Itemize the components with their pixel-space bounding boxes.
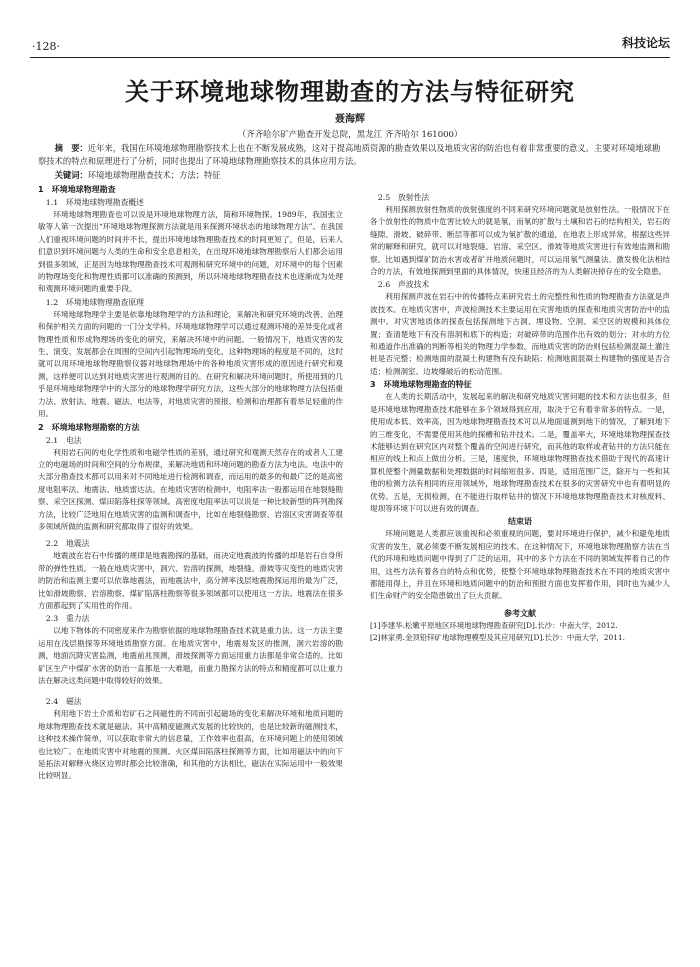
paragraph: 利用探测放射性物质的放射强度的不同来研究环境问题就是放射性法。一般情况下在各个放射性的物质中危害比较大的就是氡，而氡的扩散与土壤和岩石的结构相关，岩石的缝隙、滑坡、破碎带、断层等都可以成为氡扩散的通道，在地表上形成异常，根据这些异常的解释和研究，就可以对地裂缝、岩溶、采空区、滑坡等地质灾害进行有效地监测和勘察。比如遇到煤矿防治水害或者矿井地质问题时，可以运用氡气测量法、激发极化法相结合的方法，有效地探测到里面的具体情况，快速且经济的为人类解决掉存在的安全隐患。 [370,205,670,277]
paragraph: 环境地球物理学主要是依靠地球物理学的方法和理论，来解决和研究环境的改善、治理和保护相关方面的问题的一门分支学科。环境地球物理学可以通过观测环境的差异变化或者物理性质和形成物理场的变化的研究，来解决环境中的问题。一般情况下，地质灾害的发生、演变、发展都会在周围的空间内引起物理场的变化，这种物理场的程度是不同的，这时就可以用环境地球物理勘察仪器对地球物理场中的各种地质灾害形成的原因进行研究和观测，这样便可以达到对地质灾害进行观测的目的。在研究和解决环境问题时，所使用到的几乎是环境地球物理学中的大部分的地球物理学研究方法，这些大部分的地球物理方法包括重力法、放射法、地震、磁法、电法等，对地质灾害的预报、检测和治理都有着举足轻重的作用。 [38,309,343,419]
author-affiliation: （齐齐哈尔矿产勘查开发总院，黑龙江 齐齐哈尔 161000） [237,130,463,140]
abstract [38,142,668,168]
subsection-heading: 1.2 环境地球物理勘查原理 [45,297,144,307]
page-number: ·128· [32,40,60,53]
subsection-heading: 1.1 环境地球物理勘查概述 [45,198,144,207]
section-heading: 3 环境地球物理勘查的特征 [370,380,472,390]
paragraph: 以地下物体的不同密度来作为勘察依据的地球物理勘查技术就是重力法。这一方法主要运用在浅层勘探等环境地质勘察方面。在地质灾害中，地震易发区的推测，洞穴岩溶的勘测，地面沉降灾害监测，地震前兆预测，滑坡探测等方面运用重力法都是非常合适的。比如矿区生产中煤矿水害的防治一直都是一大难题，而重力勘探方法的特点和精度都可以让重力法在解决这类问题中取得较好的效果。 [38,626,343,685]
abstract-text: 近年来，我国在环境地球物理勘察技术上也在不断发展成熟，这对于提高地质资源的勘查效果以及地质灾害的防治也有着非常重要的意义。主要对环境地球勘察技术的特点和原理进行了分析，同时也提出了环境地球物理勘察技术的具体应用方法。 [38,143,661,166]
conclusion-heading: 结束语 [508,517,532,527]
reference-item: [2]林家勇.金顶铅锌矿地球物理模型及其应用研究[D].长沙：中南大学，2011. [370,632,625,642]
header-rule [30,57,670,58]
subsection-heading: 2.2 地震法 [45,539,90,549]
journal-name: 科技论坛 [621,36,670,50]
right-column [370,183,670,644]
author-name: 聂海辉 [335,114,365,125]
paragraph: 利用岩石间的电化学性质和电磁学性质的差别，通过研究和观测天然存在的或者人工建立的电磁场的时间和空间的分布规律，来解决地质和环境问题的勘查方法为电法。电法中的大部分勘查技术都可以用来对不同地址进行检测和调查，而运用的最多的和最广泛的是高密度电阻率法、地震法、地质雷达法。在地质灾害的检测中，电阻率法一般都运用在地裂缝勘察、采空区探测、煤田陷落柱探等领域。高密度电阻率法可以说是一种比较新型的阵列勘探方法，比较广泛地用在地质灾害的监测和调查中，比如在地裂缝勘察、岩溶区灾害调查等很多领域所做的监测和研究都取得了很好的效果。 [38,447,343,531]
abstract-label: 摘 要： [54,143,88,153]
paragraph: 地震波在岩石中传播的规律是地震勘探的基础，而决定地震波的传播的却是岩石自身所带的弹性性质。一般在地质灾害中，洞穴、岩溶的探测，地裂缝、滑坡等灾变性的地质灾害的防治和监测主要可以依靠地震法，而地震法中，高分辨率浅层地震勘探运用的最为广泛，比如滑坡勘察、岩溶勘察、煤矿陷落柱勘察等很多领域都可以使用这一方法。地震法在很多方面都起到了实用性的作用。 [38,551,343,610]
reference-list [370,620,670,644]
references-heading: 参考文献 [504,608,536,618]
subsection-heading: 2.4 磁法 [45,697,82,707]
keywords-label: 关键词： [54,170,88,180]
section-heading: 2 环境地球物理勘察的方法 [38,422,140,432]
keywords [38,169,668,182]
left-column [38,183,343,783]
reference-item: [1]李建华.松嫩平原地区环境地球物理勘查研究[D].长沙：中南大学，2012. [370,620,618,630]
keywords-text: 环境地球物理勘查技术；方法；特征 [87,170,221,180]
subsection-heading: 2.5 放射性法 [377,193,430,202]
paragraph: 环境地球物理勘查也可以说是环境地球物理方法，简称环境物探。1989年，我国张立敏等人第一次提出“环境地球物理探测方法就是用来探测环境状态的地球物理方法”。在我国人们重视环境问题的时间并不长，提出环境地球物理勘查技术的时间更短了，但是，后来人们意识到环境问题与人类的生命和安全息息相关，在出现环境地球物理勘察后人们都会运用到很多领域，正是因为地球物理勘查技术可观测和研究环境中的问题，对环境中的每个因素的物理场变化和物理性质都可以准确的预测到，所以环境地球物理勘查技术也逐渐成为处理和观测环境问题的重要手段。 [38,210,343,294]
paper-title: 关于环境地球物理勘查的方法与特征研究 [125,78,575,106]
paragraph: 利用地下岩土介质和岩矿石之间磁性的不同而引起磁场的变化来解决环境和地质问题的地球物理勘查技术就是磁法。其中高精度磁测式发展的比较快的，也是比较新的磁测技术，这种技术操作简单，可以获取非常大的信息量，工作效率也很高，在环境问题上的使用领域也比较广。在地质灾害中对地震的预测、火区煤田陷落柱探测等方面，比如用磁法中的向下延拓法对解释火烧区边界时都会比较准确，和其他的方法相比，磁法在实际运用中一般效果比较明显。 [38,709,343,781]
section-heading: 1 环境地球物理勘查 [38,185,116,194]
subsection-heading: 2.1 电法 [45,435,82,445]
paragraph: 在人类的长期活动中，发展起来的解决和研究地质灾害问题的技术和方法也很多，但是环境地球物理勘查技术能够在多个领域得到应用，取决于它有着非常多的特点。一是，使用成本低、效率高，因为地球物理勘查技术可以从地面遥测到地下的情况，了解到地下的三维变化，不需要使用其他的探槽和钻井技术。二是，覆盖率大，环境地球物理探查技术能够达到在研究区内对整个覆盖的空间进行研究，而其他的取样或者钻井的方法只能在相应的线上和点上做出分析。三是，速度快，环境地球物理勘查技术借助于现代的高速计算机使整个测量数据和处理数据的时间缩短很多。四是，适用范围广泛，除开与一些和其他的检测方法有相同的应用领域外，地球物理勘查技术在很多的灾害研究中也有着明显的优势。五是，无损检测，在不能进行取样钻井的情况下环境地球物理勘查技术对核废料、堤坝等环境下可以进有效的调查。 [370,392,670,513]
subsection-heading: 2.6 声波技术 [377,280,430,290]
paragraph: 利用探测声波在岩石中的传播特点来研究岩土的完整性和性质的物理勘查方法就是声波技术。在地质灾害中，声波检测技术主要运用在灾害地质的探查和地质灾害防治中的监测中。对灾害地质体的探查包括探测地下古洞、埋设物、空洞、采空区的规模和具体位置；查清楚地下有没有溶洞和底下的构造；对破碎带的范围作出有效的划分；对水的方位和通道作出准确的判断等相关的物理力学参数。而地质灾害的防治则包括检测混凝土灌注桩是否完整；检测地面的混凝土构建物有没有缺陷；检测地面混凝土构建物的强度是否合适；检测洞室、边坡爆破后的松动范围。 [370,292,670,376]
paragraph: 环境问题是人类都应该重视和必须重视的问题，要对环境进行保护，减少和避免地质灾害的发生，就必须要不断发展相应的技术。在这种情况下，环境地球物理勘察方法在当代的环境和地质问题中得到了广泛的运用，其中的多个方法在不同的领域发挥着自己的作用，这些方法有着各自的特点和优势，使整个环境地球物理勘查技术在不同的地质灾害中都能用得上，并且在环境和地质问题中的防治和预报方面也发挥着作用，同时也为减少人们生命财产的安全隐患做出了巨大贡献。 [370,529,670,601]
subsection-heading: 2.3 重力法 [45,614,90,624]
